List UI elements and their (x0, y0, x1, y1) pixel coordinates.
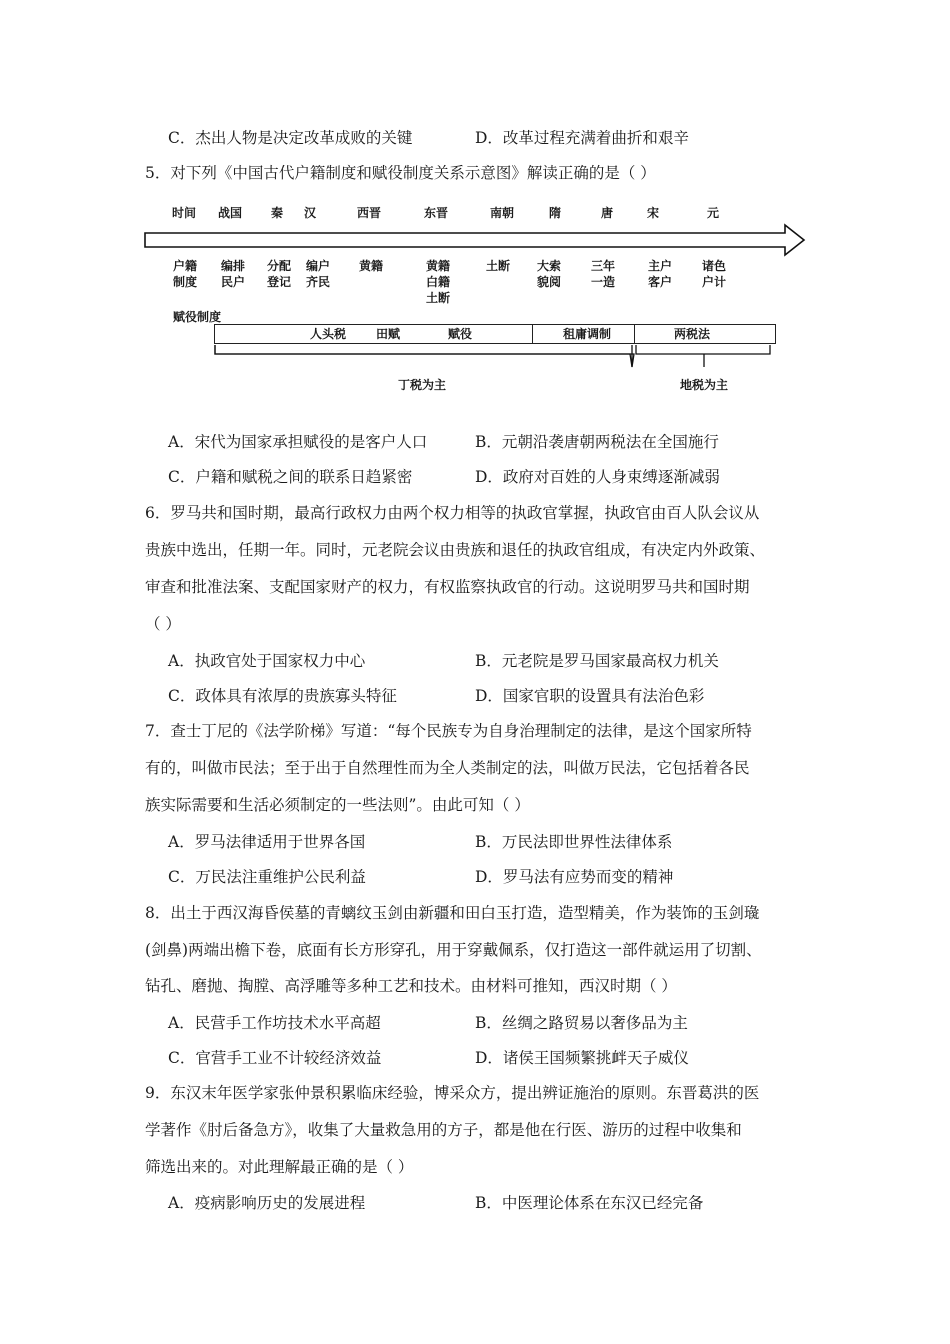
huji-item: 土断 (486, 259, 511, 273)
timeline-arrow (140, 222, 810, 258)
fuyi-label: 赋役制度 (173, 310, 222, 324)
q6-stem-line: 贵族中选出，任期一年。同时，元老院会议由贵族和退任的执政官组成，有决定内外政策、 (145, 541, 766, 559)
tax-label-zuyongdiao: 租庸调制 (563, 327, 612, 341)
q8-option-c: C．官营手工业不计较经济效益 (168, 1049, 382, 1067)
q9-stem-line: 筛选出来的。对此理解最正确的是（ ） (145, 1158, 414, 1176)
huji-item: 土断 (426, 291, 451, 305)
huji-item: 编户 (306, 259, 331, 273)
huji-item: 一造 (591, 275, 616, 289)
q8-option-b: B．丝绸之路贸易以奢侈品为主 (475, 1014, 688, 1032)
q9-stem-line: 学著作《肘后备急方》，收集了大量救急用的方子，都是他在行医、游历的过程中收集和 (145, 1121, 742, 1139)
huji-item: 白籍 (426, 275, 451, 289)
dynasty-label: 东晋 (424, 206, 449, 220)
huji-item: 客户 (648, 275, 673, 289)
dynasty-label: 秦 (271, 206, 284, 220)
q8-stem-line: 钻孔、磨抛、掏膛、高浮雕等多种工艺和技术。由材料可推知，西汉时期（ ） (145, 977, 677, 995)
tax-label-fuyi: 赋役 (448, 327, 473, 341)
huji-item: 三年 (591, 259, 616, 273)
dynasty-label: 汉 (304, 206, 317, 220)
q7-stem-line: 有的，叫做市民法；至于出于自然理性而为全人类制定的法，叫做万民法，它包括着各民 (145, 759, 750, 777)
braces (210, 343, 780, 373)
q9-option-a: A．疫病影响历史的发展进程 (168, 1194, 366, 1212)
q8-option-a: A．民营手工作坊技术水平高超 (168, 1014, 381, 1032)
q7-option-a: A．罗马法律适用于世界各国 (168, 833, 366, 851)
q6-stem-line: 6．罗马共和国时期，最高行政权力由两个权力相等的执政官掌握，执政官由百人队会议从 (145, 504, 760, 522)
q5-option-d: D．政府对百姓的人身束缚逐渐减弱 (475, 468, 720, 486)
q5-option-c: C．户籍和赋税之间的联系日趋紧密 (168, 468, 413, 486)
q6-stem-line: 审查和批准法案、支配国家财产的权力，有权监察执政官的行动。这说明罗马共和国时期 (145, 578, 750, 596)
tax-divider (634, 324, 635, 344)
tax-label-renshui: 人头税 (310, 327, 347, 341)
huji-label: 户籍 (173, 259, 198, 273)
dynasty-label: 南朝 (490, 206, 515, 220)
dynasty-label: 宋 (647, 206, 660, 220)
huji-item: 黄籍 (359, 259, 384, 273)
huji-item: 主户 (648, 259, 673, 273)
q5-stem: 5．对下列《中国古代户籍制度和赋役制度关系示意图》解读正确的是（ ） (145, 164, 656, 182)
q7-option-c: C．万民法注重维护公民利益 (168, 868, 366, 886)
dynasty-label: 元 (707, 206, 720, 220)
q8-stem-line: (剑鼻)两端出檐下卷，底面有长方形穿孔，用于穿戴佩系，仅打造这一部件就运用了切割、 (145, 941, 762, 959)
huji-item: 民户 (221, 275, 246, 289)
q7-stem-line: 7．查士丁尼的《法学阶梯》写道：“每个民族专为自身治理制定的法律，是这个国家所特 (145, 722, 752, 740)
q9-stem-line: 9．东汉末年医学家张仲景积累临床经验，博采众方，提出辨证施治的原则。东晋葛洪的医 (145, 1084, 760, 1102)
dynasty-label: 唐 (601, 206, 614, 220)
q8-stem-line: 8．出土于西汉海昏侯墓的青螭纹玉剑由新疆和田白玉打造，造型精美，作为装饰的玉剑璏 (145, 904, 760, 922)
q6-option-c: C．政体具有浓厚的贵族寡头特征 (168, 687, 397, 705)
brace-label-dingshui: 丁税为主 (398, 378, 447, 392)
huji-item: 齐民 (306, 275, 331, 289)
huji-item: 黄籍 (426, 259, 451, 273)
q6-option-d: D．国家官职的设置具有法治色彩 (475, 687, 705, 705)
q4-option-d: D．改革过程充满着曲折和艰辛 (475, 129, 689, 147)
q8-option-d: D．诸侯王国频繁挑衅天子威仪 (475, 1049, 689, 1067)
q9-option-b: B．中医理论体系在东汉已经完备 (475, 1194, 704, 1212)
tax-label-tianfu: 田赋 (376, 327, 401, 341)
q7-stem-line: 族实际需要和生活必须制定的一些法则”。由此可知（ ） (145, 796, 530, 814)
dynasty-label: 西晋 (357, 206, 382, 220)
dynasty-label: 战国 (218, 206, 243, 220)
huji-item: 登记 (267, 275, 292, 289)
huji-label: 制度 (173, 275, 198, 289)
huji-item: 貌阅 (537, 275, 562, 289)
huji-item: 编排 (221, 259, 246, 273)
q7-option-d: D．罗马法有应势而变的精神 (475, 868, 674, 886)
time-label: 时间 (172, 206, 197, 220)
q4-option-c: C．杰出人物是决定改革成败的关键 (168, 129, 413, 147)
q6-option-b: B．元老院是罗马国家最高权力机关 (475, 652, 719, 670)
tax-divider (532, 324, 533, 344)
q6-stem-line: （ ） (145, 615, 181, 633)
q5-option-a: A．宋代为国家承担赋役的是客户人口 (168, 433, 428, 451)
tax-label-liangshuifa: 两税法 (674, 327, 711, 341)
huji-item: 诸色 (702, 259, 727, 273)
brace-label-dishui: 地税为主 (680, 378, 729, 392)
q6-option-a: A．执政官处于国家权力中心 (168, 652, 366, 670)
dynasty-label: 隋 (549, 206, 562, 220)
q5-option-b: B．元朝沿袭唐朝两税法在全国施行 (475, 433, 719, 451)
q7-option-b: B．万民法即世界性法律体系 (475, 833, 673, 851)
huji-item: 分配 (267, 259, 292, 273)
huji-item: 户计 (702, 275, 727, 289)
huji-item: 大索 (537, 259, 562, 273)
